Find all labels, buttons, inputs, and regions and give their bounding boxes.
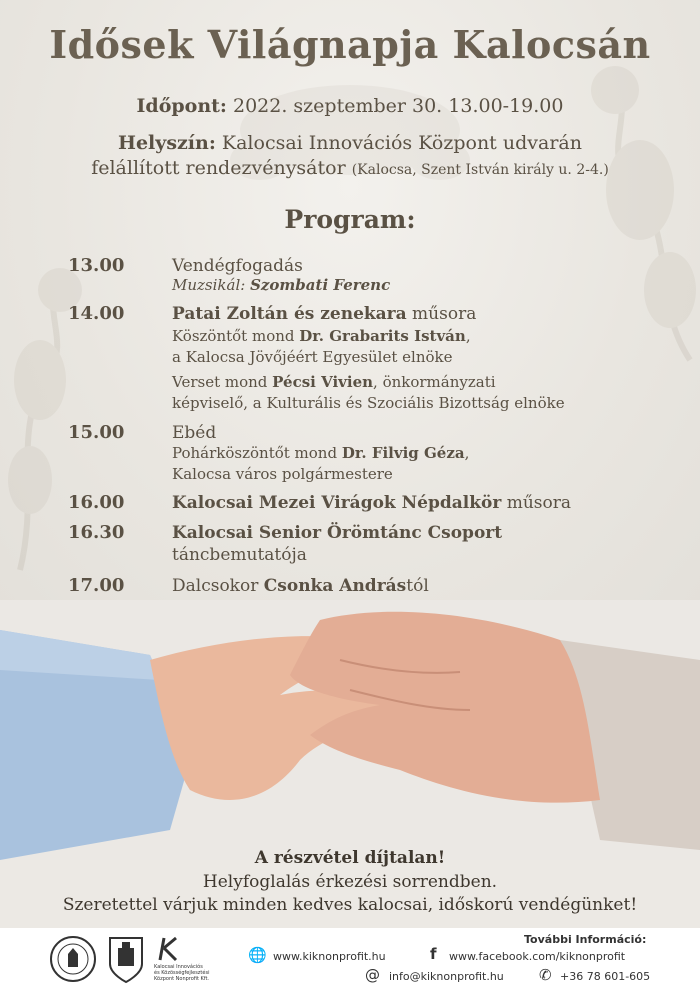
program-time: 17.00 — [68, 575, 125, 596]
program-item: Ebéd — [172, 423, 217, 443]
speaker-name: Dr. Filvig Géza — [341, 444, 465, 462]
program-title: Program: — [284, 205, 416, 234]
program-suffix: műsora — [406, 304, 477, 324]
program-item: Vendégfogadás — [172, 256, 303, 276]
welcome-note: Szeretettel várjuk minden kedves kalocsai, időskorú vendégünket! — [62, 895, 638, 915]
website-link[interactable]: www.kiknonprofit.hu — [273, 950, 386, 963]
performer-prefix: Muzsikál: — [172, 276, 251, 294]
performer-name: Patai Zoltán és zenekara — [172, 304, 407, 324]
venue-address: (Kalocsa, Szent István király u. 2-4.) — [351, 162, 609, 178]
footer — [0, 928, 700, 991]
seating-note: Helyfoglalás érkezési sorrendben. — [202, 872, 498, 892]
program-item-detail — [172, 327, 471, 345]
program-suffix: műsora — [501, 493, 572, 513]
program-time: 16.30 — [68, 522, 125, 543]
program-item-detail — [172, 276, 390, 294]
program-item-detail: a Kalocsa Jövőjéért Egyesület elnöke — [172, 348, 453, 366]
detail-suffix: , önkormányzati — [373, 373, 496, 391]
program-time: 16.00 — [68, 492, 125, 513]
program-item-detail — [172, 444, 469, 462]
poster-title: Idősek Világnapja Kalocsán — [49, 22, 651, 67]
speaker-name: Dr. Grabarits István — [299, 327, 466, 345]
program-item-detail: Kalocsa város polgármestere — [172, 465, 393, 483]
more-info-label: További Információ: — [524, 933, 647, 946]
facebook-icon: f — [430, 945, 437, 963]
detail-comma: , — [464, 444, 470, 462]
detail-prefix: Köszöntőt mond — [172, 327, 300, 345]
program-time: 13.00 — [68, 255, 125, 276]
at-icon: @ — [365, 966, 380, 984]
free-entry: A részvétel díjtalan! — [254, 848, 446, 868]
program-item-detail — [172, 373, 496, 391]
performer-name: Szombati Ferenc — [250, 276, 391, 294]
program-item-detail: képviselő, a Kulturális és Szociális Bizottság elnöke — [172, 394, 565, 412]
venue-value-line2: felállított rendezvénysátor — [91, 157, 346, 179]
kik-logo-line: Központ Nonprofit Kft. — [154, 976, 210, 982]
kik-logo-line: és Közösségfejlesztési — [154, 970, 210, 976]
event-time — [0, 95, 700, 117]
phone-number[interactable]: +36 78 601-605 — [560, 970, 651, 983]
detail-comma: , — [465, 327, 471, 345]
program-time: 14.00 — [68, 303, 125, 324]
program-prefix: Dalcsokor — [172, 576, 264, 596]
kalocsa-coat-of-arms-logo — [106, 934, 146, 984]
program-suffix: tól — [406, 576, 429, 596]
facebook-link[interactable]: www.facebook.com/kiknonprofit — [449, 950, 626, 963]
kik-leaf-logo — [154, 934, 184, 964]
kik-logo-text — [154, 964, 209, 982]
holding-hands-photo — [0, 600, 700, 860]
program-item-detail: táncbemutatója — [172, 545, 307, 565]
event-venue-line1 — [0, 132, 700, 154]
performer-name: Kalocsai Senior Örömtánc Csoport — [172, 523, 503, 543]
email-link[interactable]: info@kiknonprofit.hu — [389, 970, 504, 983]
phone-icon: ✆ — [539, 966, 552, 984]
performer-name: Csonka András — [263, 576, 407, 596]
program-item — [172, 493, 571, 513]
event-venue-line2 — [0, 157, 700, 179]
association-seal-logo — [48, 934, 98, 984]
time-label: Időpont: — [136, 95, 227, 117]
kik-logo-line: Kalocsai Innovációs — [154, 964, 203, 970]
venue-label: Helyszín: — [118, 132, 216, 154]
program-item — [172, 576, 429, 596]
program-item — [172, 523, 502, 543]
venue-value-line1: Kalocsai Innovációs Központ udvarán — [221, 132, 582, 154]
program-time: 15.00 — [68, 422, 125, 443]
time-value: 2022. szeptember 30. 13.00-19.00 — [232, 95, 564, 117]
program-item — [172, 304, 476, 324]
performer-name: Kalocsai Mezei Virágok Népdalkör — [172, 493, 502, 513]
speaker-name: Pécsi Vivien — [272, 373, 374, 391]
detail-prefix: Pohárköszöntőt mond — [172, 444, 342, 462]
globe-icon: 🌐 — [248, 946, 267, 964]
detail-prefix: Verset mond — [172, 373, 273, 391]
